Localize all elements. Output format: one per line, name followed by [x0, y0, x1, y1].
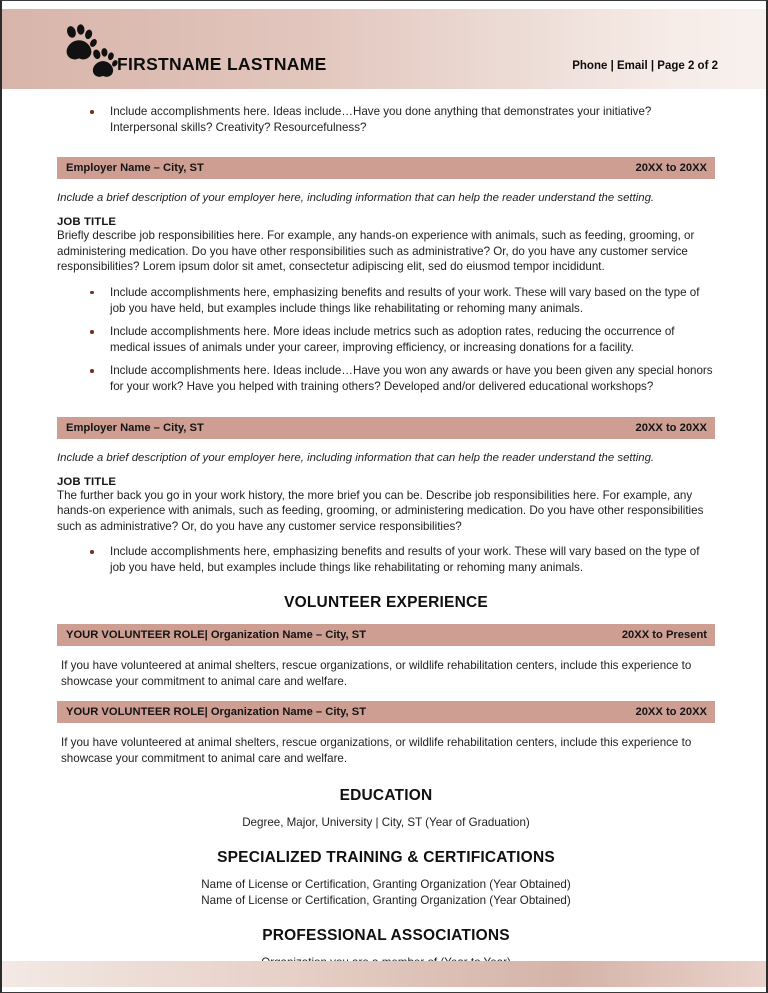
section-heading-associations: PROFESSIONAL ASSOCIATIONS	[262, 926, 510, 944]
employer-bar	[57, 417, 715, 439]
header-contact-meta: Phone | Email | Page 2 of 2	[572, 60, 718, 72]
volunteer-role: YOUR VOLUNTEER ROLE| Organization Name – City, ST	[66, 628, 367, 641]
list-item: Include accomplishments here. Ideas include…Have you won any awards or have you been given any special honors for your work? Have you helped with training others? Developed and/or delivered educational workshops?	[57, 363, 715, 394]
employer-name: Employer Name – City, ST	[66, 162, 204, 175]
section-heading-certifications: SPECIALIZED TRAINING & CERTIFICATIONS	[217, 848, 555, 866]
volunteer-dates: 20XX to 20XX	[635, 705, 707, 718]
job-title: JOB TITLE	[57, 475, 117, 488]
volunteer-bar	[57, 624, 715, 646]
employer-bar	[57, 157, 715, 179]
resume-content	[57, 104, 715, 971]
carryover-bullet-list	[57, 104, 715, 135]
employer-name: Employer Name – City, ST	[66, 421, 204, 434]
certification-entry: Name of License or Certification, Granting Organization (Year Obtained)	[201, 877, 571, 891]
list-item: Include accomplishments here, emphasizing benefits and results of your work. These will vary based on the type of job you have held, but examples include things like rehabilitating or rehoming many animals.	[57, 285, 715, 316]
employer-description: Include a brief description of your employer here, including information that can help the reader understand the setting.	[57, 451, 655, 464]
employer-dates: 20XX to 20XX	[635, 421, 707, 434]
volunteer-dates: 20XX to Present	[621, 628, 707, 641]
volunteer-description: If you have volunteered at animal shelters, rescue organizations, or wildlife rehabilitation centers, include this experience to showcase your commitment to animal care and welfare.	[61, 735, 692, 765]
page-header	[2, 9, 766, 89]
certification-entry: Name of License or Certification, Granting Organization (Year Obtained)	[201, 893, 571, 907]
page-title: FIRSTNAME LASTNAME	[117, 54, 327, 74]
volunteer-bar	[57, 701, 715, 723]
job-title: JOB TITLE	[57, 216, 117, 229]
page-footer	[2, 961, 766, 987]
list-item: Include accomplishments here, emphasizing benefits and results of your work. These will vary based on the type of job you have held, but examples include things like rehabilitating or rehoming many animals.	[57, 544, 715, 575]
employer-dates: 20XX to 20XX	[635, 162, 707, 175]
volunteer-description: If you have volunteered at animal shelters, rescue organizations, or wildlife rehabilitation centers, include this experience to showcase your commitment to animal care and welfare.	[61, 658, 692, 688]
section-heading-volunteer: VOLUNTEER EXPERIENCE	[284, 593, 488, 611]
accomplishment-bullet-list	[57, 285, 715, 395]
job-summary: The further back you go in your work history, the more brief you can be. Describe job responsibilities here. For example, any hands-on experience with animals, such as feeding, grooming, or administering medication. Do you have other responsibilities such as administrative? Or, do you have any customer service responsibilities?	[57, 488, 704, 533]
education-entry: Degree, Major, University | City, ST (Year of Graduation)	[242, 815, 530, 829]
list-item: Include accomplishments here. Ideas include…Have you done anything that demonstrates your initiative? Interpersonal skills? Creativity? Resourcefulness?	[57, 104, 715, 135]
list-item: Include accomplishments here. More ideas include metrics such as adoption rates, reducing the occurrence of medical issues of animals under your career, improving efficiency, or increasing donations for a facility.	[57, 324, 715, 355]
volunteer-role: YOUR VOLUNTEER ROLE| Organization Name – City, ST	[66, 705, 367, 718]
accomplishment-bullet-list	[57, 544, 715, 575]
employer-description: Include a brief description of your employer here, including information that can help the reader understand the setting.	[57, 192, 655, 205]
section-heading-education: EDUCATION	[339, 786, 433, 804]
job-summary: Briefly describe job responsibilities here. For example, any hands-on experience with animals, such as feeding, grooming, or administering medication. Do you have other responsibilities such as administrative? Or, do you have any customer service responsibilities? Lorem ipsum dolor sit amet, consectetur adipiscing elit, sed do eiusmod tempor incididunt.	[57, 229, 695, 274]
